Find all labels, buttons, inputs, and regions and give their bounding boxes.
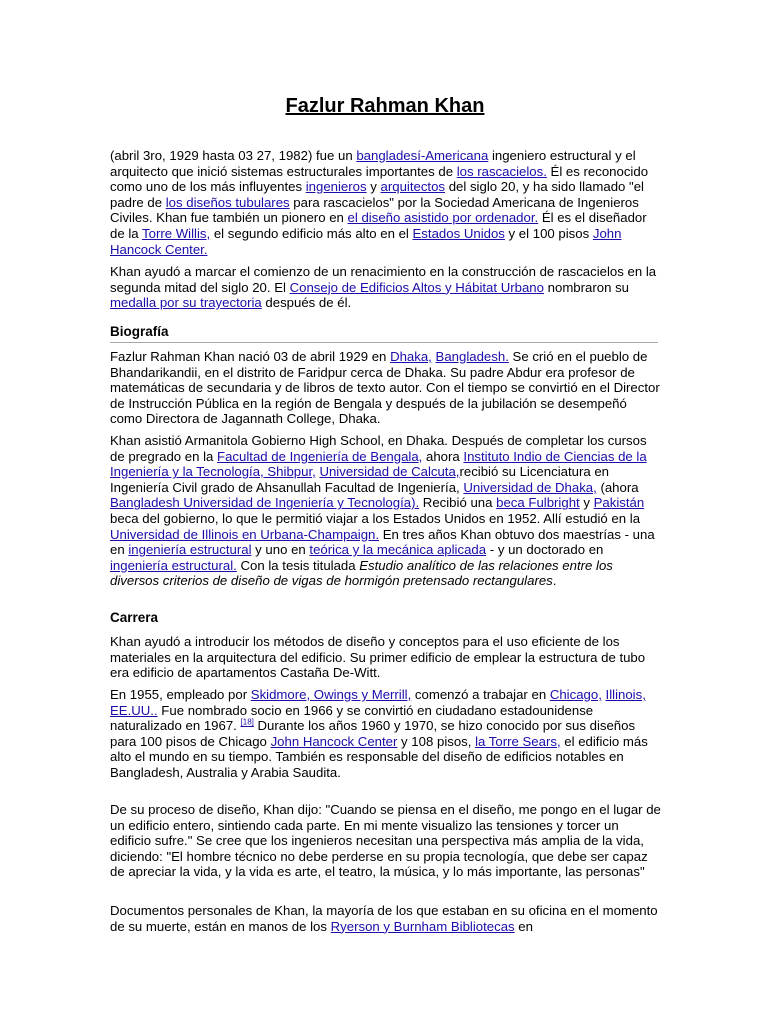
text: en <box>514 918 533 934</box>
text: En 1955, empleado por <box>110 687 251 702</box>
link-beca-fulbright[interactable]: beca Fulbright <box>496 495 580 511</box>
text: Él es el diseñador de la <box>110 210 647 241</box>
text: Khan asistió Armanitola Gobierno High School, en Dhaka. Después de completar los cursos de pregrado en la <box>110 433 647 464</box>
text: del siglo 20, y ha sido llamado "el padre de <box>110 179 644 210</box>
section-heading-carrera: Carrera <box>110 610 159 625</box>
link-universidad-illinois[interactable]: Universidad de Illinois en Urbana-Champaign. <box>110 526 380 542</box>
link-bangladesi-americana[interactable]: bangladesí-Americana <box>356 148 489 163</box>
biografia-paragraph-2 <box>110 433 662 589</box>
link-john-hancock-center-2[interactable]: John Hancock Center <box>270 733 398 749</box>
link-teorica-mecanica-aplicada[interactable]: teórica y la mecánica aplicada <box>309 542 487 558</box>
text: beca del gobierno, lo que le permitió viajar a los Estados Unidos en 1952. Allí estudió en la <box>110 510 641 526</box>
section-heading-biografia: Biografía <box>110 323 658 343</box>
thesis-title: Estudio analítico de las relaciones entre los diversos criterios de diseño de vigas de hormigón pretensado rectangulares <box>110 557 613 589</box>
link-ingenieros[interactable]: ingenieros <box>305 179 367 195</box>
page-title: Fazlur Rahman Khan <box>285 95 485 117</box>
link-dhaka[interactable]: Dhaka, <box>390 349 432 364</box>
link-pakistan[interactable]: Pakistán <box>593 495 645 511</box>
text: . <box>552 573 557 589</box>
text: (abril 3ro, 1929 hasta 03 27, 1982) fue un <box>110 148 357 163</box>
citation-18[interactable]: [18] <box>240 717 254 727</box>
text: Fazlur Rahman Khan nació 03 de abril 1929 en <box>110 349 391 364</box>
text: Recibió una <box>419 495 497 511</box>
text: y 108 pisos, <box>397 733 476 749</box>
text: Durante los años 1960 y 1970, se hizo conocido por sus diseños para 100 pisos de Chicago <box>110 718 636 749</box>
link-eeuu[interactable]: EE.UU.. <box>110 702 158 718</box>
link-rascacielos[interactable]: los rascacielos. <box>456 163 547 179</box>
text: y uno en <box>251 542 310 558</box>
link-disenos-tubulares[interactable]: los diseños tubulares <box>165 194 290 210</box>
link-estados-unidos[interactable]: Estados Unidos <box>412 225 505 241</box>
text: y <box>579 495 594 511</box>
text: después de él. <box>261 295 352 311</box>
link-john-hancock-center[interactable]: John Hancock Center. <box>110 225 622 257</box>
text: ahora <box>422 448 464 464</box>
text: ingeniero estructural y el arquitecto que inició sistemas estructurales importantes de <box>110 148 636 179</box>
text: - y un doctorado en <box>486 542 604 558</box>
link-universidad-calcuta[interactable]: Universidad de Calcuta, <box>319 464 460 480</box>
carrera-paragraph-1: Khan ayudó a introducir los métodos de diseño y conceptos para el uso eficiente de los materiales en la arquitectura del edificio. Su primer edificio de emplear la estructura de tubo era edificio de apartamentos Castaña De-Witt. <box>110 634 646 681</box>
text: Él es reconocido como uno de los más influyentes <box>110 163 649 195</box>
link-chicago[interactable]: Chicago, <box>549 687 602 702</box>
text: comenzó a trabajar en <box>411 687 550 702</box>
text: nombraron su <box>543 279 630 295</box>
biografia-paragraph-1 <box>110 349 662 427</box>
link-facultad-bengala[interactable]: Facultad de Ingeniería de Bengala, <box>217 448 423 464</box>
carrera-paragraph-2 <box>110 687 662 781</box>
link-ingenieria-estructural-2[interactable]: ingeniería estructural. <box>110 557 237 573</box>
link-illinois[interactable]: Illinois, <box>605 687 646 702</box>
link-instituto-indio[interactable]: Instituto Indio de Ciencias de la Ingeniería y la Tecnología, Shibpur, <box>110 448 647 480</box>
carrera-paragraph-4 <box>110 903 662 934</box>
intro-paragraph-2 <box>110 264 662 311</box>
link-skidmore-owings-merrill[interactable]: Skidmore, Owings y Merrill, <box>250 687 412 702</box>
link-arquitectos[interactable]: arquitectos <box>380 179 446 195</box>
text: Con la tesis titulada <box>236 557 360 573</box>
link-torre-willis[interactable]: Torre Willis, <box>142 225 211 241</box>
link-consejo-edificios-altos[interactable]: Consejo de Edificios Altos y Hábitat Urbano <box>289 279 544 295</box>
text: Fue nombrado socio en 1966 y se convirtió en ciudadano estadounidense naturalizado en 1967. <box>110 702 594 734</box>
text: y <box>366 179 381 195</box>
link-bangladesh-universidad-ingenieria[interactable]: Bangladesh Universidad de Ingeniería y Tecnología). <box>110 495 420 511</box>
link-torre-sears[interactable]: la Torre Sears, <box>475 733 561 749</box>
text: Se crió en el pueblo de Bhandarikandii, en el distrito de Faridpur cerca de Dhaka. Su padre Abdur era profesor de matemáticas de secundaria y de libros de texto autor. Con el tiempo se convirtió en el Director de Instrucción Pública en la región de Bengala y después de la jubilación se desempeñó como Directora de Jagannath College, Dhaka. <box>110 349 660 427</box>
text: el edificio más alto el mundo en su tiempo. También es responsable del diseño de edificios notables en Bangladesh, Australia y Arabia Saudita. <box>110 733 648 780</box>
link-bangladesh[interactable]: Bangladesh. <box>435 349 509 364</box>
link-medalla-trayectoria[interactable]: medalla por su trayectoria <box>110 295 262 311</box>
text: y el 100 pisos <box>504 225 593 241</box>
link-diseno-asistido[interactable]: el diseño asistido por ordenador. <box>347 210 539 226</box>
text: recibió su Licenciatura en Ingeniería Civil grado de Ahsanullah Facultad de Ingeniería, <box>110 464 610 495</box>
link-ryerson-burnham[interactable]: Ryerson y Burnham Bibliotecas <box>330 918 515 934</box>
text: para rascacielos" por la Sociedad Americana de Ingenieros Civiles. Khan fue también un pionero en <box>110 194 639 226</box>
link-universidad-dhaka[interactable]: Universidad de Dhaka, <box>463 479 597 495</box>
text: el segundo edificio más alto en el <box>210 225 413 241</box>
text: (ahora <box>596 479 639 495</box>
text: Khan ayudó a marcar el comienzo de un renacimiento en la construcción de rascacielos en la segunda mitad del siglo 20. El <box>110 264 657 295</box>
text: Documentos personales de Khan, la mayoría de los que estaban en su oficina en el momento de su muerte, están en manos de los <box>110 903 658 934</box>
intro-paragraph-1 <box>110 148 662 257</box>
carrera-paragraph-3: De su proceso de diseño, Khan dijo: "Cuando se piensa en el diseño, me pongo en el lugar de un edificio entero, sintiendo cada parte. En mi mente visualizo las tensiones y torcer un edificio sufre." Se cree que los ingenieros necesitan una perspectiva más amplia de la vida, diciendo: "El hombre técnico no debe perderse en su propia tecnología, que debe ser capaz de apreciar la vida, y la vida es arte, el teatro, la música, y lo más importante, las personas" <box>110 802 661 880</box>
text: En tres años Khan obtuvo dos maestrías - una en <box>110 526 655 558</box>
link-ingenieria-estructural-1[interactable]: ingeniería estructural <box>128 542 252 558</box>
